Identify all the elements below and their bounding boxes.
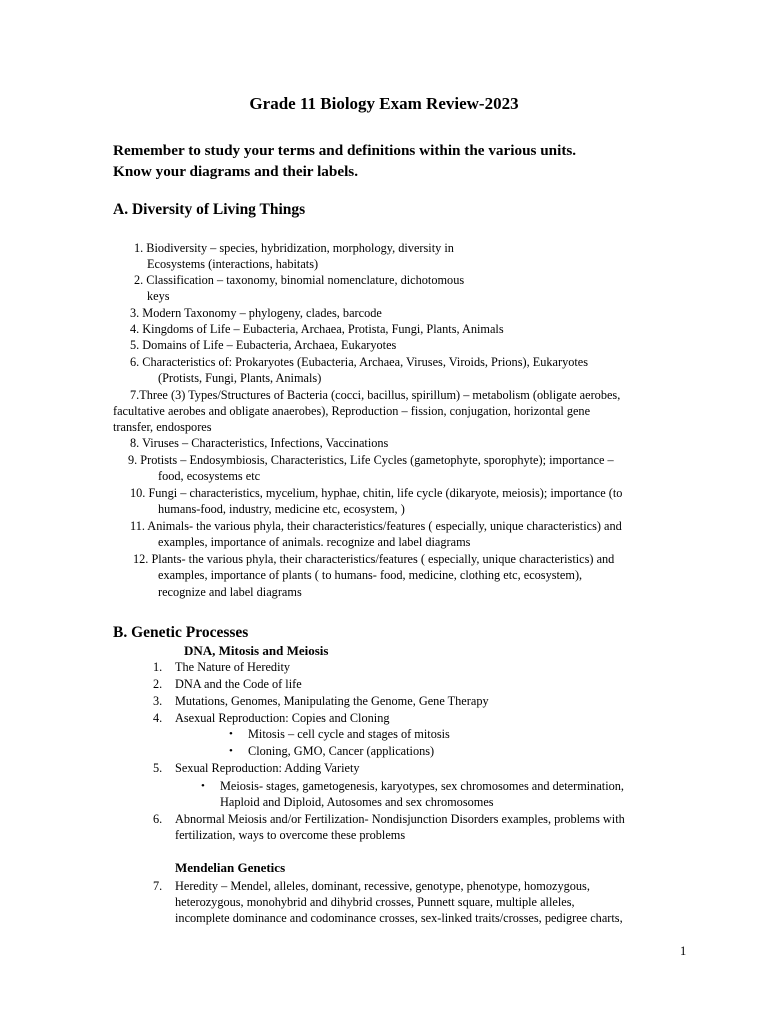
section-a-line: 11. Animals- the various phyla, their characteristics/features ( especially, unique characteristics) and — [130, 519, 622, 533]
section-a-line: 7.Three (3) Types/Structures of Bacteria (cocci, bacillus, spirillum) – metabolism (obligate aerobes, — [130, 388, 621, 402]
section-a-line: 5. Domains of Life – Eubacteria, Archaea, Eukaryotes — [130, 338, 397, 352]
section-b-subheading: Mendelian Genetics — [175, 860, 286, 875]
bullet-icon: • — [201, 780, 205, 792]
section-b-subheading: DNA, Mitosis and Meiosis — [184, 643, 329, 658]
section-a-line: keys — [147, 289, 170, 303]
section-a-heading: A. Diversity of Living Things — [113, 201, 306, 218]
bullet-icon: • — [229, 728, 233, 740]
list-number: 5. — [153, 761, 163, 775]
list-item: Mitosis – cell cycle and stages of mitosis — [248, 727, 450, 741]
list-item: Mutations, Genomes, Manipulating the Genome, Gene Therapy — [175, 694, 489, 708]
page-title: Grade 11 Biology Exam Review-2023 — [249, 94, 519, 113]
list-item: The Nature of Heredity — [175, 660, 291, 674]
section-a-line: 2. Classification – taxonomy, binomial nomenclature, dichotomous — [134, 273, 465, 287]
list-number: 1. — [153, 660, 163, 674]
list-number: 7. — [153, 879, 163, 893]
list-item: heterozygous, monohybrid and dihybrid crosses, Punnett square, multiple alleles, — [175, 895, 575, 909]
section-a-line: 9. Protists – Endosymbiosis, Characteristics, Life Cycles (gametophyte, sporophyte); importance – — [128, 453, 614, 467]
section-a-line: recognize and label diagrams — [158, 585, 302, 599]
list-item: fertilization, ways to overcome these problems — [175, 828, 406, 842]
list-number: 2. — [153, 677, 163, 691]
list-number: 4. — [153, 711, 163, 725]
section-a-line: 6. Characteristics of: Prokaryotes (Eubacteria, Archaea, Viruses, Viroids, Prions), Eukaryotes — [130, 355, 589, 369]
list-item: DNA and the Code of life — [175, 677, 302, 691]
section-a-line: humans-food, industry, medicine etc, ecosystem, ) — [158, 502, 405, 516]
bullet-icon: • — [229, 745, 233, 757]
section-a-line: Ecosystems (interactions, habitats) — [147, 257, 319, 271]
list-item: Asexual Reproduction: Copies and Cloning — [175, 711, 390, 725]
section-a-line: 1. Biodiversity – species, hybridization, morphology, diversity in — [134, 241, 454, 255]
section-a-line: food, ecosystems etc — [158, 469, 261, 483]
section-a-line: facultative aerobes and obligate anaerobes), Reproduction – fission, conjugation, horizontal gene — [113, 404, 591, 418]
section-a-line: 10. Fungi – characteristics, mycelium, hyphae, chitin, life cycle (dikaryote, meiosis); importance (to — [130, 486, 623, 500]
list-item: Cloning, GMO, Cancer (applications) — [248, 744, 435, 758]
list-item: Haploid and Diploid, Autosomes and sex chromosomes — [220, 795, 494, 809]
list-number: 6. — [153, 812, 163, 826]
section-a-line: transfer, endospores — [113, 420, 212, 434]
intro-line: Know your diagrams and their labels. — [113, 163, 359, 180]
list-number: 3. — [153, 694, 163, 708]
section-a-line: 12. Plants- the various phyla, their characteristics/features ( especially, unique characteristics) and — [133, 552, 615, 566]
section-a-line: 8. Viruses – Characteristics, Infections, Vaccinations — [130, 436, 389, 450]
section-a-line: examples, importance of animals. recognize and label diagrams — [158, 535, 471, 549]
list-item: Abnormal Meiosis and/or Fertilization- Nondisjunction Disorders examples, problems with — [175, 812, 625, 826]
section-b-heading: B. Genetic Processes — [113, 624, 249, 641]
section-a-line: examples, importance of plants ( to humans- food, medicine, clothing etc, ecosystem), — [158, 568, 583, 582]
list-item: Heredity – Mendel, alleles, dominant, recessive, genotype, phenotype, homozygous, — [175, 879, 590, 893]
list-item: incomplete dominance and codominance crosses, sex-linked traits/crosses, pedigree charts, — [175, 911, 623, 925]
section-a-line: (Protists, Fungi, Plants, Animals) — [158, 371, 322, 385]
section-a-line: 4. Kingdoms of Life – Eubacteria, Archaea, Protista, Fungi, Plants, Animals — [130, 322, 504, 336]
list-item: Sexual Reproduction: Adding Variety — [175, 761, 360, 775]
intro-line: Remember to study your terms and definitions within the various units. — [113, 142, 577, 159]
page-number: 1 — [680, 944, 687, 958]
section-a-line: 3. Modern Taxonomy – phylogeny, clades, barcode — [130, 306, 382, 320]
list-item: Meiosis- stages, gametogenesis, karyotypes, sex chromosomes and determination, — [220, 779, 625, 793]
